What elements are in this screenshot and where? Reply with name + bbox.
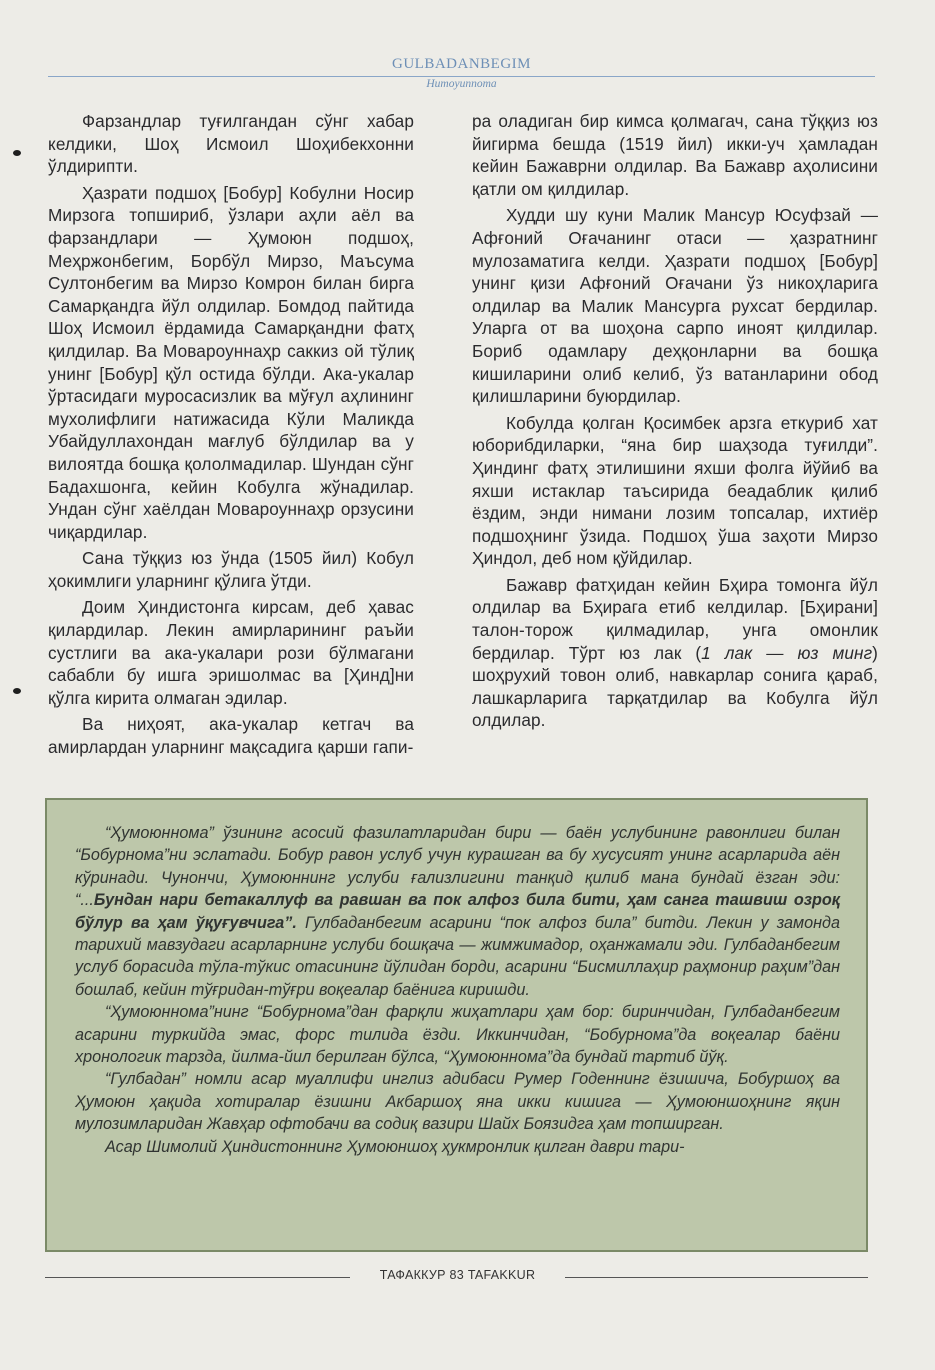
footer-rule-right <box>565 1277 868 1278</box>
text-run: ) шоҳрухий товон олиб, навкарлар сонига қараб, лашкарларига тарқатдилар ва Кобулга йўл олдилар. <box>472 642 878 731</box>
paragraph: Худди шу куни Малик Мансур Юсуфзай — Афғоний Оғачанинг отаси — ҳазратнинг мулозаматига келди. Ҳазрати подшоҳ [Бобур] унинг қизи Афғоний Оғачани ўз никоҳларига олдилар ва Малик Мансурга рухсат бердилар. Уларга от ва шоҳона сарпо иноят қилдилар. Бориб одамлару деҳқонларни ва бошқа кишиларини олиб келиб, ўз ватанларини обод қилишларини буюрдилар. <box>472 205 878 407</box>
page-footer <box>45 1268 868 1288</box>
left-column <box>48 110 414 763</box>
article-body <box>48 110 878 758</box>
paragraph: Ҳазрати подшоҳ [Бобур] Кобулни Носир Мирзога топшириб, ўзлари аҳли аёл ва фарзандлари — Ҳумоюн подшоҳ, Меҳржонбегим, Борбўл Мирзо, Маъсума Султонбегим ва Мирзо Комрон билан бирга Самарқандга йўл олдилар. Бомдод пайтида Шоҳ Исмоил ёрдамида Самарқандни фатҳ қилдилар. Ва Мовароуннаҳр саккиз ой тўлиқ унинг [Бобур] қўл остида бўлди. Ака-укалар ўртасидаги муросасизлик ва мўғул аҳлининг мухолифлиги натижасида Кўли Маликда Убайдуллахондан мағлуб бўлдилар ва у вилоятда бошқа қололмадилар. Шундан сўнг Бадахшонга, кейин Кобулга жўнадилар. Ундан сўнг хаёлдан Мовароуннаҳр орзусини чиқардилар. <box>48 182 414 542</box>
header-title: GULBADANBEGIM <box>392 56 531 72</box>
punch-hole-mark <box>13 688 21 694</box>
running-header <box>48 56 875 90</box>
text-run: Гулбаданбегим асарини “пок алфоз била” битди. Лекин у замонда тарихий мавзудаги асарларнинг услуби бошқача — жимжимадор, оҳанжамали эди. Гулбаданбегим услуб борасида тўла-тўкис отасининг йўлидан борди, асарини “Бисмиллаҳир раҳмонир раҳим”дан бошлаб, кейин тўғридан-тўғри воқеалар баёнига киришди. <box>75 913 840 999</box>
box-paragraph <box>75 822 840 1001</box>
right-column <box>472 110 878 736</box>
italic-note: 1 лак — юз минг <box>701 642 873 663</box>
box-paragraph: “Ҳумоюннома”нинг “Бобурнома”дан фарқли жиҳатлари ҳам бор: биринчидан, Гулбаданбегим асарини туркийда эмас, форс тилида ёзди. Иккинчидан, “Бобурнома”да воқеалар баёни хронологик тарзда, йилма-йил берилган бўлса, “Ҳумоюннома”да бундай тартиб йўқ. <box>75 1003 840 1067</box>
paragraph: Доим Ҳиндистонга кирсам, деб ҳавас қилардилар. Лекин амирларининг раъйи сустлиги ва ака-укалари рози бўлмагани сабабли бу ишга эришолмас ва [Ҳинд]ни қўлга кирита олмаган эдилар. <box>48 597 414 708</box>
paragraph: Сана тўққиз юз ўнда (1505 йил) Кобул ҳокимлиги уларнинг қўлига ўтди. <box>48 548 414 591</box>
header-rule <box>48 76 875 77</box>
text-run: “Ҳумоюннома” ўзининг асосий фазилатларидан бири — баён услубининг равонлиги билан “Бобурнома”ни эслатади. Бобур равон услуб учун курашган ва бу хусусият унинг асарларида аён кўринади. Чунончи, Ҳумоюннинг услуби ғализлигини танқид қилиб мана бундай ёзган эди: “... <box>75 824 840 910</box>
paragraph-continuation: ра оладиган бир кимса қолмагач, сана тўққиз юз йигирма бешда (1519 йил) икки-уч ҳамладан кейин Бажаврни олдилар. Ва Бажавр аҳолисини қатли ом қилдилар. <box>472 111 878 199</box>
paragraph: Ва ниҳоят, ака-укалар кетгач ва амирлардан уларнинг мақсадига қарши гапи- <box>48 714 414 758</box>
commentary-box <box>45 798 868 1252</box>
footer-text: ТАФАККУР 83 TAFAKKUR <box>379 1268 536 1282</box>
header-subtitle: Humoyunnoma <box>426 78 497 90</box>
box-paragraph: “Гулбадан” номли асар муаллифи инглиз адибаси Румер Годеннинг ёзишича, Бобуршоҳ ва Ҳумоюн ҳақида хотиралар ёзишни Акбаршоҳ яна икки кишига — Ҳумоюншоҳнинг яқин мулозимларидан Жавҳар офтобачи ва содиқ вазири Шайх Боязидга ҳам топширган. <box>75 1070 840 1134</box>
bold-quote: Бундан нари бетакаллуф ва равшан ва пок алфоз била бити, ҳам санга ташвиш озроқ бўлур ва ҳам ўқуғувчига”. <box>75 891 840 932</box>
footer-rule-left <box>45 1277 350 1278</box>
paragraph <box>472 574 878 732</box>
paragraph: Кобулда қолган Қосимбек арзга еткуриб хат юборибдиларки, “яна бир шаҳзода туғилди”. Ҳиндинг фатҳ этилишини яхши фолга йўйиб ва яхши истаклар таъсирида беадаблик қилиб ёздим, энди нимани лозим топсалар, ихтиёр подшоҳнинг ўзида. Подшоҳ ўша заҳоти Мирзо Ҳиндол, деб ном қўйдилар. <box>472 412 878 569</box>
box-paragraph: Асар Шимолий Ҳиндистоннинг Ҳумоюншоҳ ҳукмронлик қилган даври тари- <box>105 1137 685 1156</box>
text-run: Бажавр фатҳидан кейин Бҳира томонга йўл олдилар ва Бҳирага етиб келдилар. [Бҳирани] талон-торож қилмадилар, унга омонлик бердилар. Тўрт юз лак ( <box>472 574 878 663</box>
paragraph: Фарзандлар туғилгандан сўнг хабар келдики, Шоҳ Исмоил Шоҳибекхонни ўлдирипти. <box>48 111 414 177</box>
punch-hole-mark <box>13 150 21 156</box>
